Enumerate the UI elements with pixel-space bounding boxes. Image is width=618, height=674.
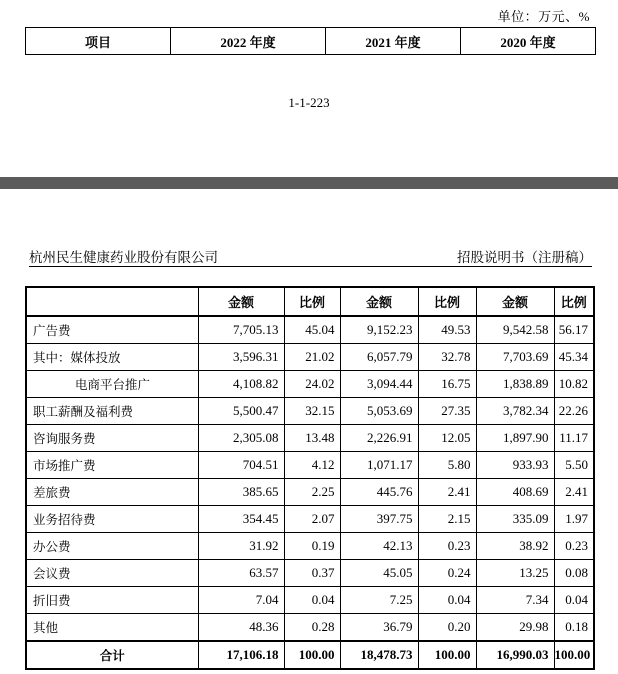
cell-amount-2022: 704.51 [198, 452, 284, 479]
total-amount-2020: 16,990.03 [476, 641, 554, 669]
cell-amount-2021: 6,057.79 [340, 344, 418, 371]
row-label: 职工薪酬及福利费 [26, 398, 198, 425]
cell-amount-2020: 1,838.89 [476, 371, 554, 398]
cell-ratio-2022: 24.02 [284, 371, 340, 398]
document-type: 招股说明书（注册稿） [457, 250, 592, 266]
cell-ratio-2020: 0.18 [554, 614, 594, 642]
cell-ratio-2020: 45.34 [554, 344, 594, 371]
cell-amount-2022: 48.36 [198, 614, 284, 642]
cell-ratio-2021: 0.24 [418, 560, 476, 587]
cell-ratio-2020: 1.97 [554, 506, 594, 533]
cell-ratio-2022: 0.37 [284, 560, 340, 587]
page-separator [0, 177, 618, 189]
cell-amount-2021: 3,094.44 [340, 371, 418, 398]
cell-amount-2020: 3,782.34 [476, 398, 554, 425]
header-amount-2022: 金额 [198, 287, 284, 316]
cell-ratio-2021: 16.75 [418, 371, 476, 398]
cell-amount-2020: 29.98 [476, 614, 554, 642]
cell-amount-2020: 13.25 [476, 560, 554, 587]
cell-ratio-2021: 0.20 [418, 614, 476, 642]
cell-ratio-2021: 0.04 [418, 587, 476, 614]
cell-amount-2020: 7.34 [476, 587, 554, 614]
header-amount-2021: 金额 [340, 287, 418, 316]
total-amount-2022: 17,106.18 [198, 641, 284, 669]
cell-amount-2021: 9,152.23 [340, 316, 418, 344]
cell-ratio-2020: 56.17 [554, 316, 594, 344]
cell-ratio-2022: 21.02 [284, 344, 340, 371]
cell-ratio-2021: 12.05 [418, 425, 476, 452]
cell-amount-2021: 5,053.69 [340, 398, 418, 425]
cell-amount-2022: 4,108.82 [198, 371, 284, 398]
header-2022: 2022 年度 [171, 28, 326, 55]
cell-amount-2021: 7.25 [340, 587, 418, 614]
total-ratio-2022: 100.00 [284, 641, 340, 669]
cell-amount-2021: 1,071.17 [340, 452, 418, 479]
header-ratio-2020: 比例 [554, 287, 594, 316]
header-2021: 2021 年度 [326, 28, 461, 55]
table-row [26, 371, 594, 398]
header-ratio-2022: 比例 [284, 287, 340, 316]
page-number: 1-1-223 [288, 95, 330, 110]
cell-ratio-2020: 5.50 [554, 452, 594, 479]
cell-ratio-2022: 45.04 [284, 316, 340, 344]
cell-ratio-2022: 0.04 [284, 587, 340, 614]
table-row [26, 479, 594, 506]
table-body [26, 316, 594, 641]
table-row [26, 344, 594, 371]
table-row [26, 425, 594, 452]
row-label: 广告费 [26, 316, 198, 344]
cell-ratio-2021: 32.78 [418, 344, 476, 371]
header-ratio-2021: 比例 [418, 287, 476, 316]
header-2020: 2020 年度 [461, 28, 596, 55]
company-name: 杭州民生健康药业股份有限公司 [29, 250, 218, 266]
cell-ratio-2021: 5.80 [418, 452, 476, 479]
table-row [26, 533, 594, 560]
row-label: 会议费 [26, 560, 198, 587]
total-label: 合计 [26, 641, 198, 669]
row-label: 办公费 [26, 533, 198, 560]
cell-amount-2022: 354.45 [198, 506, 284, 533]
table-row [26, 452, 594, 479]
cell-ratio-2020: 22.26 [554, 398, 594, 425]
row-label: 市场推广费 [26, 452, 198, 479]
cell-ratio-2021: 2.15 [418, 506, 476, 533]
header-blank [26, 287, 198, 316]
cell-amount-2022: 7.04 [198, 587, 284, 614]
cell-amount-2022: 31.92 [198, 533, 284, 560]
cell-ratio-2022: 2.07 [284, 506, 340, 533]
cell-amount-2022: 63.57 [198, 560, 284, 587]
row-label: 咨询服务费 [26, 425, 198, 452]
cell-amount-2020: 933.93 [476, 452, 554, 479]
cell-ratio-2022: 2.25 [284, 479, 340, 506]
cell-ratio-2022: 0.19 [284, 533, 340, 560]
sales-expense-table [25, 286, 595, 670]
total-amount-2021: 18,478.73 [340, 641, 418, 669]
cell-amount-2022: 2,305.08 [198, 425, 284, 452]
cell-ratio-2021: 49.53 [418, 316, 476, 344]
cell-amount-2021: 45.05 [340, 560, 418, 587]
table-header-row [26, 287, 594, 316]
cell-ratio-2020: 0.08 [554, 560, 594, 587]
cell-amount-2022: 7,705.13 [198, 316, 284, 344]
cell-amount-2020: 1,897.90 [476, 425, 554, 452]
cell-amount-2020: 335.09 [476, 506, 554, 533]
total-ratio-2020: 100.00 [554, 641, 594, 669]
table-row [26, 587, 594, 614]
table-row [26, 316, 594, 344]
header-amount-2020: 金额 [476, 287, 554, 316]
cell-ratio-2021: 2.41 [418, 479, 476, 506]
header-rule [29, 266, 592, 267]
cell-ratio-2022: 4.12 [284, 452, 340, 479]
cell-ratio-2020: 10.82 [554, 371, 594, 398]
cell-ratio-2022: 0.28 [284, 614, 340, 642]
cell-amount-2022: 385.65 [198, 479, 284, 506]
cell-ratio-2020: 0.23 [554, 533, 594, 560]
cell-amount-2021: 397.75 [340, 506, 418, 533]
cell-amount-2021: 42.13 [340, 533, 418, 560]
cell-ratio-2022: 32.15 [284, 398, 340, 425]
row-label: 电商平台推广 [26, 371, 198, 398]
row-label: 折旧费 [26, 587, 198, 614]
cell-amount-2020: 7,703.69 [476, 344, 554, 371]
cell-amount-2020: 38.92 [476, 533, 554, 560]
table-row [26, 614, 594, 642]
cell-ratio-2021: 0.23 [418, 533, 476, 560]
table-row [26, 560, 594, 587]
total-row [26, 641, 594, 669]
period-header-row [26, 28, 596, 55]
table-row [26, 398, 594, 425]
row-label: 其他 [26, 614, 198, 642]
cell-amount-2020: 408.69 [476, 479, 554, 506]
cell-amount-2021: 2,226.91 [340, 425, 418, 452]
cell-ratio-2020: 0.04 [554, 587, 594, 614]
unit-note: 单位：万元、% [497, 9, 590, 24]
table-row [26, 506, 594, 533]
header-item: 项目 [26, 28, 171, 55]
cell-ratio-2020: 11.17 [554, 425, 594, 452]
row-label: 其中：媒体投放 [26, 344, 198, 371]
cell-amount-2022: 3,596.31 [198, 344, 284, 371]
cell-amount-2021: 36.79 [340, 614, 418, 642]
row-label: 业务招待费 [26, 506, 198, 533]
period-header-table [25, 27, 596, 55]
cell-ratio-2020: 2.41 [554, 479, 594, 506]
cell-ratio-2021: 27.35 [418, 398, 476, 425]
cell-amount-2020: 9,542.58 [476, 316, 554, 344]
row-label: 差旅费 [26, 479, 198, 506]
cell-ratio-2022: 13.48 [284, 425, 340, 452]
cell-amount-2021: 445.76 [340, 479, 418, 506]
cell-amount-2022: 5,500.47 [198, 398, 284, 425]
total-ratio-2021: 100.00 [418, 641, 476, 669]
